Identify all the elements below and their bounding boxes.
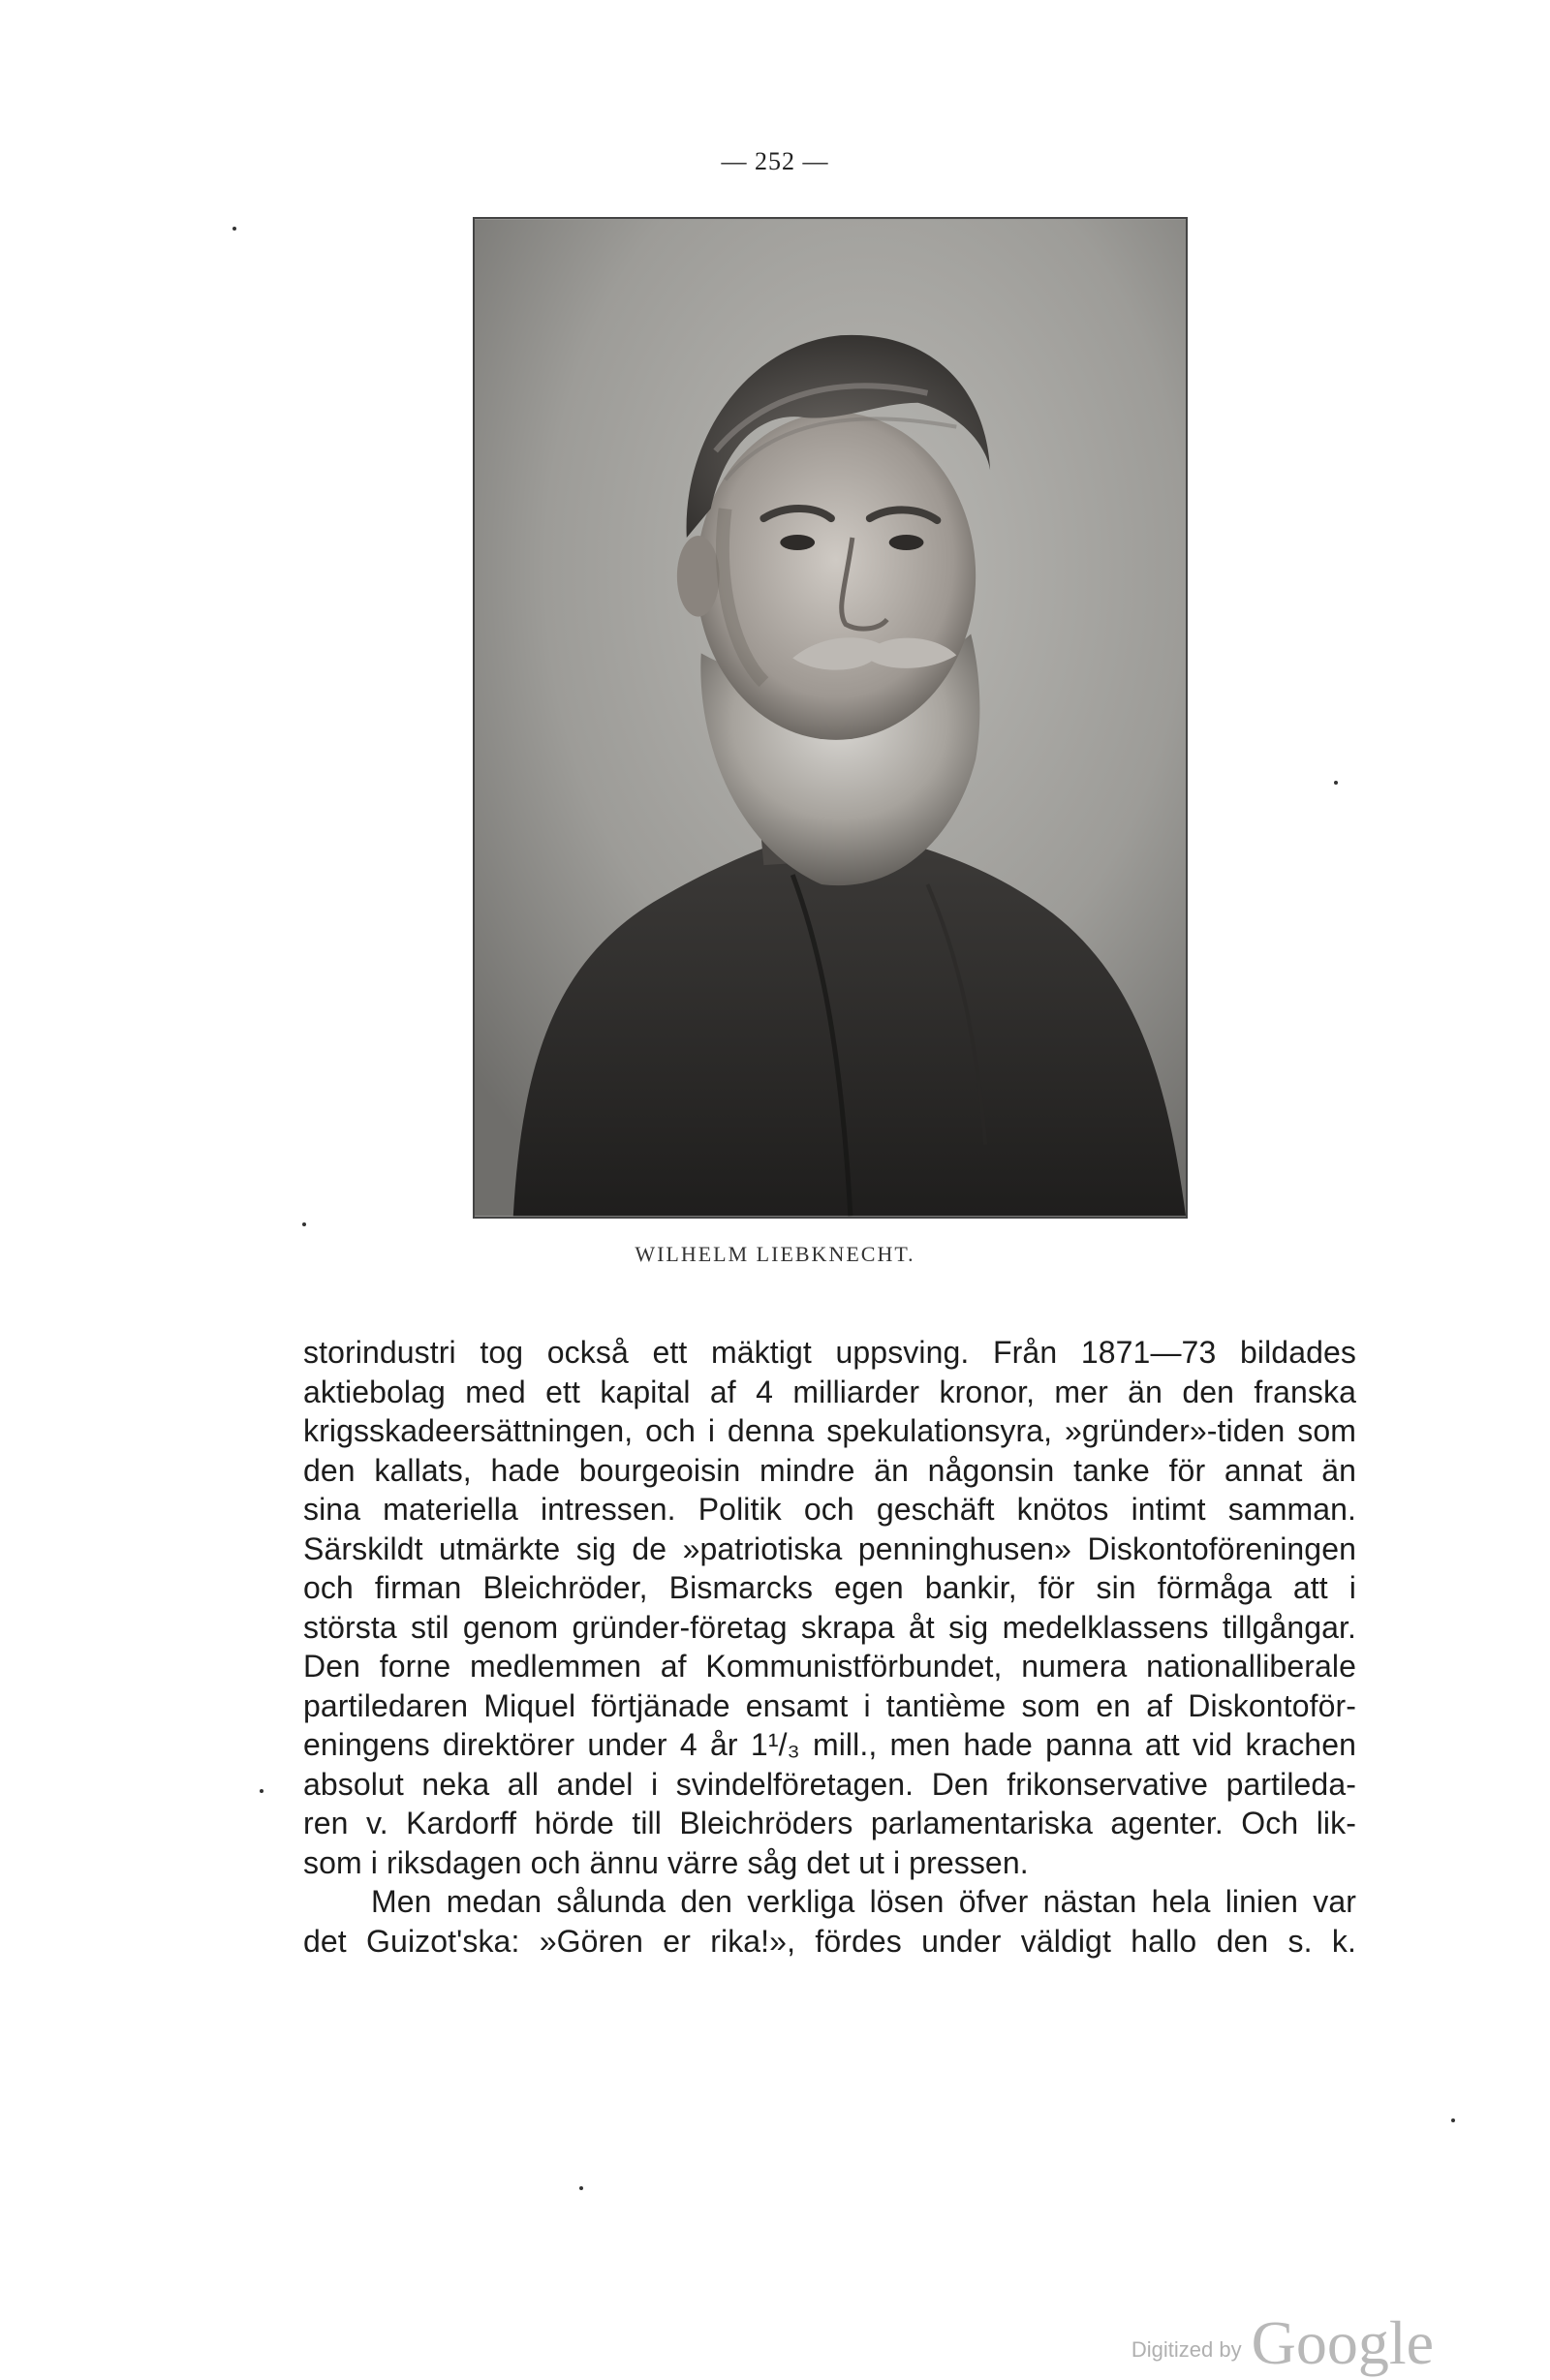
portrait-illustration (475, 219, 1186, 1217)
text-line: eningens direktörer under 4 år 1¹/₃ mill., men hade panna att vid krachen (303, 1727, 1356, 1762)
scan-speck (232, 227, 236, 231)
scan-speck (579, 2186, 583, 2190)
page-number: — 252 — (721, 147, 829, 175)
text-line: Men medan sålunda den verkliga lösen öfver nästan hela linien var (371, 1884, 1356, 1919)
watermark-prefix: Digitized by (1131, 2337, 1242, 2362)
text-line: som i riksdagen och ännu värre såg det ut i pressen. (303, 1844, 1029, 1880)
text-line: sina materiella intressen. Politik och geschäft knötos intimt samman. (303, 1492, 1356, 1527)
scan-speck (260, 1789, 264, 1793)
text-line: det Guizot'ska: »Gören er rika!», fördes under väldigt hallo den s. k. (303, 1923, 1356, 1959)
text-line: absolut neka all andel i svindelföretagen. Den frikonservative partileda- (303, 1766, 1356, 1802)
scan-speck (1451, 2118, 1455, 2122)
text-line: storindustri tog också ett mäktigt uppsving. Från 1871—73 bildades (303, 1335, 1356, 1370)
text-line: Särskildt utmärkte sig de »patriotiska penninghusen» Diskontoföreningen (303, 1530, 1356, 1566)
google-logo: Google (1251, 2308, 1434, 2377)
text-line: partiledaren Miquel förtjänade ensamt i tantième som en af Diskontoför- (303, 1687, 1356, 1723)
text-line: Den forne medlemmen af Kommunistförbundet, numera nationalliberale (303, 1649, 1356, 1684)
scan-speck (1334, 781, 1338, 785)
text-line: och firman Bleichröder, Bismarcks egen bankir, för sin förmåga att i (303, 1570, 1356, 1605)
text-line: den kallats, hade bourgeoisin mindre än någonsin tanke för annat än (303, 1452, 1356, 1488)
figure-caption: WILHELM LIEBKNECHT. (635, 1242, 915, 1266)
portrait-photo (473, 217, 1188, 1219)
text-line: krigsskadeersättningen, och i denna spekulationsyra, »gründer»-tiden som (303, 1413, 1356, 1448)
body-text (303, 1333, 1356, 1961)
text-line: aktiebolag med ett kapital af 4 milliarder kronor, mer än den franska (303, 1374, 1356, 1409)
text-line: största stil genom gründer-företag skrapa åt sig medelklassens tillgångar. (303, 1609, 1356, 1645)
text-line: ren v. Kardorff hörde till Bleichröders parlamentariska agenter. Och lik- (303, 1806, 1356, 1840)
scan-speck (302, 1222, 306, 1226)
digitized-watermark (1132, 2293, 1434, 2380)
